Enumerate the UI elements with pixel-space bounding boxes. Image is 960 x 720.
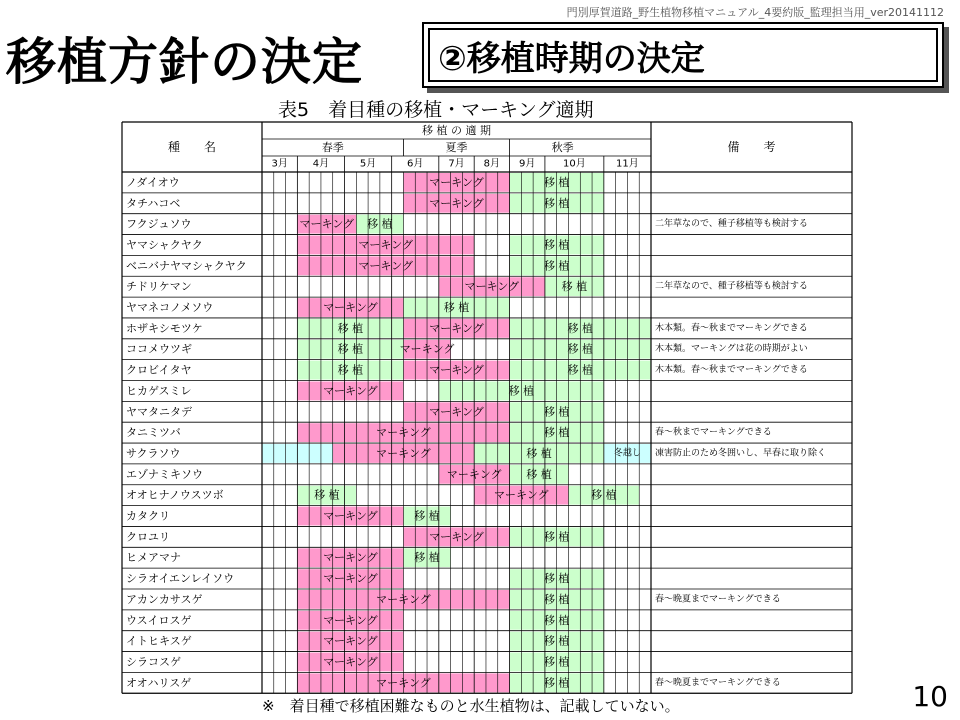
species-name: サクラソウ [126,446,181,460]
segment-label-mark: マーキング [323,301,378,315]
segment-label-mark: マーキング [358,238,414,252]
segment-label-move: 移 植 [591,488,617,502]
segment-label-move: 移 植 [567,363,594,377]
period-header: 移 植 の 適 期 [422,124,491,137]
segment-label-move: 移 植 [543,676,570,690]
segment-label-mark: マーキング [429,530,484,544]
segment-label-mark: マーキング [376,426,431,440]
remark-text: 木本類。春～秋までマーキングできる [655,323,808,334]
segment-label-move: 移 植 [414,551,440,565]
segment-label-mark: マーキング [323,551,378,565]
segment-label-mark: マーキング [323,634,378,648]
month-header: 7月 [448,158,465,170]
species-name: タニミツバ [126,426,181,440]
segment-label-move: 移 植 [337,321,364,335]
species-name: ヤマタニタデ [126,405,192,419]
species-name: ヒメアマナ [126,551,181,565]
segment-label-move: 移 植 [543,530,570,544]
segment-label-mark: マーキング [323,509,378,523]
segment-label-mark: マーキング [376,676,431,690]
segment-label-winter: 冬越し [613,448,641,459]
month-header: 3月 [271,158,288,170]
species-name: アカンカサスゲ [126,592,203,606]
segment-label-mark: マーキング [429,321,484,335]
species-name: ヒカゲスミレ [126,384,192,398]
remark-text: 木本類。春～秋までマーキングできる [655,365,808,376]
remarks-header: 備 考 [727,140,776,154]
remark-text: 春～晩夏までマーキングできる [655,677,781,688]
subtitle: ②移植時期の決定 [428,28,938,82]
species-name: カタクリ [126,509,170,523]
segment-label-move: 移 植 [443,301,470,315]
segment-label-mark: マーキング [399,342,455,356]
segment-label-move: 移 植 [414,509,440,523]
segment-label-mark: マーキング [358,259,414,273]
month-header: 4月 [312,158,330,170]
species-name: クロビイタヤ [126,363,192,377]
species-name: ベニバナヤマシャクヤク [126,259,247,273]
month-header: 10月 [563,158,586,170]
segment-label-mark: マーキング [464,280,520,294]
segment-label-move: 移 植 [337,342,364,356]
remark-text: 二年草なので、種子移植等も検討する [655,219,808,230]
species-name: クロユリ [126,530,170,544]
species-name: ココメウツギ [126,342,192,356]
species-name: ホザキシモツケ [126,321,203,335]
segment-label-mark: マーキング [429,175,484,189]
table-title: 表5 着目種の移植・マーキング適期 [278,99,594,121]
segment-label-move: 移 植 [526,446,552,460]
header-note: 門別厚賀道路_野生植物移植マニュアル_4要約版_監理担当用_ver20141112 [566,6,944,19]
species-name: フクジュソウ [126,217,192,231]
month-header: 9月 [519,158,536,170]
segment-label-move: 移 植 [337,363,364,377]
segment-label-move: 移 植 [543,259,570,273]
species-name: ウスイロスゲ [126,613,192,627]
footnote: ※ 着目種で移植困難なものと水生植物は、記載していない。 [262,697,680,715]
segment-label-move: 移 植 [543,634,570,648]
segment-label-move: 移 植 [314,488,340,502]
segment-label-move: 移 植 [526,467,552,481]
segment-label-mark: マーキング [429,196,484,210]
segment-label-mark: マーキング [376,446,431,460]
season-header: 秋季 [551,141,574,154]
species-name: チドリケマン [126,280,192,294]
month-header: 11月 [616,158,639,170]
species-name: ヤマシャクヤク [126,238,203,252]
segment-label-move: 移 植 [543,426,570,440]
remark-text: 春～晩夏までマーキングできる [655,594,781,605]
segment-label-mark: マーキング [376,592,431,606]
segment-label-move: 移 植 [567,342,594,356]
segment-label-move: 移 植 [543,592,570,606]
segment-label-move: 移 植 [543,405,570,419]
segment-label-mark: マーキング [493,488,549,502]
segment-label-mark: マーキング [299,217,355,231]
species-name: ノダイオウ [126,175,180,189]
species-name: シラオイエンレイソウ [126,572,235,586]
segment-label-move: 移 植 [561,280,588,294]
month-header: 6月 [407,158,424,170]
segment-label-move: 移 植 [543,175,570,189]
page-number: 10 [912,680,948,713]
segment-label-mark: マーキング [323,572,378,586]
segment-label-move: 移 植 [543,196,570,210]
season-header: 春季 [321,141,344,154]
species-name: オオハリスゲ [126,676,192,690]
month-header: 5月 [359,158,377,170]
segment-label-move: 移 植 [367,217,393,231]
month-header: 8月 [483,158,501,170]
segment-label-move: 移 植 [543,238,570,252]
remark-text: 木本類。マーキングは花の時期がよい [655,344,808,355]
segment-label-move: 移 植 [543,613,570,627]
remark-text: 凍害防止のため冬囲いし、早春に取り除く [655,448,827,459]
segment-label-mark: マーキング [429,363,484,377]
species-header: 種 名 [167,140,217,154]
remark-text: 二年草なので、種子移植等も検討する [655,281,808,292]
segment-label-mark: マーキング [429,405,484,419]
species-name: ヤマネコノメソウ [126,301,214,315]
segment-label-mark: マーキング [323,655,378,669]
slide-title: 移植方針の決定 [6,33,363,91]
remark-text: 春～秋までマーキングできる [655,427,772,438]
segment-label-move: 移 植 [543,572,570,586]
segment-label-mark: マーキング [323,384,378,398]
segment-label-move: 移 植 [508,384,535,398]
segment-label-mark: マーキング [446,467,502,481]
species-name: イトヒキスゲ [126,634,192,648]
segment-label-mark: マーキング [323,613,378,627]
species-name: シラコスゲ [126,655,181,669]
species-name: タチハコベ [126,196,181,210]
segment-label-move: 移 植 [543,655,570,669]
segment-label-move: 移 植 [567,321,594,335]
species-name: オオヒナノウスツボ [126,488,224,502]
species-name: エゾナミキソウ [126,467,203,481]
season-header: 夏季 [445,141,468,154]
